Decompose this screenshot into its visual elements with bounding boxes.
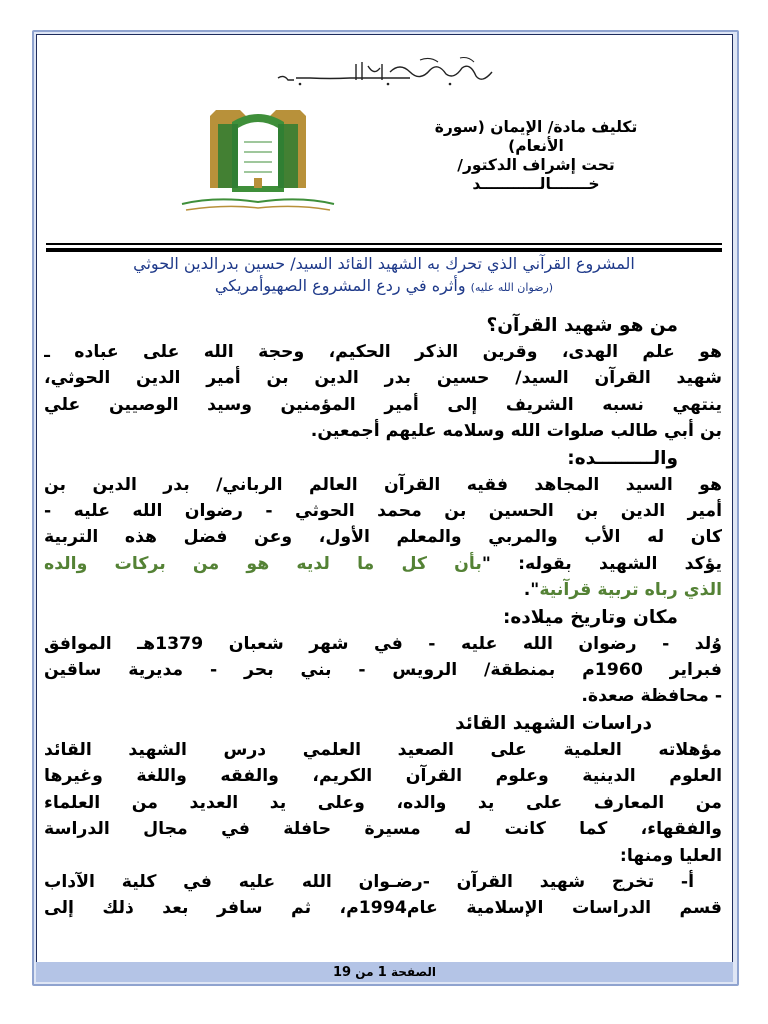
subject-line-2-text: وأثره في ردع المشروع الصهيوأمريكي bbox=[214, 276, 466, 295]
subject-line-2 bbox=[46, 275, 722, 299]
page-footer bbox=[36, 962, 733, 982]
current-page-number: 1 bbox=[377, 965, 387, 980]
paragraph-line: العليا ومنها: bbox=[619, 845, 722, 866]
quote-end: ". bbox=[523, 580, 540, 601]
paragraph-line: أمير الدين بن الحسين بن محمد الحوثي - رضوان الله عليه - bbox=[44, 501, 722, 522]
quote-text-part-1: بأن كل ما لديه هو من بركات والده bbox=[44, 553, 482, 574]
heading-who-is-martyr: من هو شهيد القرآن؟ bbox=[486, 315, 678, 336]
paragraph-line: مؤهلاته العلمية على الصعيد العلمي درس الشهيد القائد bbox=[44, 739, 722, 760]
list-item-text: تخرج شهيد القرآن -رضـوان الله عليه في كلية الآداب bbox=[44, 871, 655, 892]
academy-logo bbox=[176, 108, 340, 216]
research-subject bbox=[46, 253, 722, 299]
paragraph-line: ينتهي نسبه الشريف إلى أمير المؤمنين وسيد الوصيين علي bbox=[44, 394, 722, 415]
page-of-label: من bbox=[355, 965, 374, 979]
page-label: الصفحة bbox=[390, 965, 436, 979]
list-item bbox=[44, 869, 722, 895]
paragraph-line: قسم الدراسات الإسلامية عام1994م، ثم سافر بعد ذلك إلى bbox=[44, 898, 722, 919]
supervisor-name: خـــــــالـــــــــــد bbox=[472, 175, 600, 193]
assignment-surah: الأنعام) bbox=[508, 137, 564, 155]
list-marker: أ- bbox=[680, 871, 694, 892]
paragraph-line: بن أبي طالب صلوات الله وسلامه عليهم أجمعين. bbox=[310, 421, 722, 442]
paragraph-line: فبراير 1960م بمنطقة/ الرويس - بني بحر - مديرية ساقين bbox=[44, 660, 722, 681]
header-rule-top bbox=[46, 243, 722, 245]
total-pages-number: 19 bbox=[333, 965, 352, 980]
paragraph-line: - محافظة صعدة. bbox=[581, 686, 722, 707]
heading-birth: مكان وتاريخ ميلاده: bbox=[502, 606, 678, 628]
paragraph-line: من المعارف على يد والده، وعلى يد العديد من العلماء bbox=[44, 792, 722, 813]
heading-studies: دراسات الشهيد القائد bbox=[455, 712, 652, 734]
paragraph-line: شهيد القرآن السيد/ حسين بدر الدين بن أمير الدين الحوثي، bbox=[44, 368, 722, 389]
paragraph-line: كان له الأب والمربي والمعلم الأول، وعن فضل هذه التربية bbox=[44, 527, 722, 548]
header-rule-bottom bbox=[46, 248, 722, 252]
document-body bbox=[44, 312, 722, 922]
subject-honorific: (رضوان الله عليه) bbox=[470, 281, 554, 294]
paragraph-line: وُلد - رضوان الله عليه - في شهر شعبان 1379هـ الموافق bbox=[44, 633, 722, 654]
quote-line bbox=[44, 577, 722, 603]
quote-intro: يؤكد الشهيد بقوله: " bbox=[481, 553, 722, 574]
paragraph-line: هو علم الهدى، وقرين الذكر الحكيم، وحجة الله على عباده ـ bbox=[44, 342, 722, 362]
basmala-calligraphy bbox=[270, 54, 506, 94]
heading-father: والـــــــــده: bbox=[567, 447, 678, 469]
header-text bbox=[400, 118, 672, 194]
subject-line-1: المشروع القرآني الذي تحرك به الشهيد القائد السيد/ حسين بدرالدين الحوثي bbox=[133, 254, 635, 273]
assignment-title: تكليف مادة/ الإيمان (سورة bbox=[434, 118, 638, 136]
paragraph-line: والفقهاء، كما كانت له مسيرة حافلة في مجال الدراسة bbox=[44, 819, 722, 840]
supervision-label: تحت إشراف الدكتور/ bbox=[457, 156, 615, 174]
paragraph-line: العلوم الدينية وعلوم القرآن الكريم، والفقه واللغة وغيرها bbox=[44, 766, 722, 787]
quote-text-part-2: الذي رباه تربية قرآنية bbox=[539, 580, 722, 601]
paragraph-line: هو السيد المجاهد فقيه القرآن العالم الرباني/ بدر الدين بن bbox=[44, 474, 722, 495]
quote-line bbox=[44, 551, 722, 577]
